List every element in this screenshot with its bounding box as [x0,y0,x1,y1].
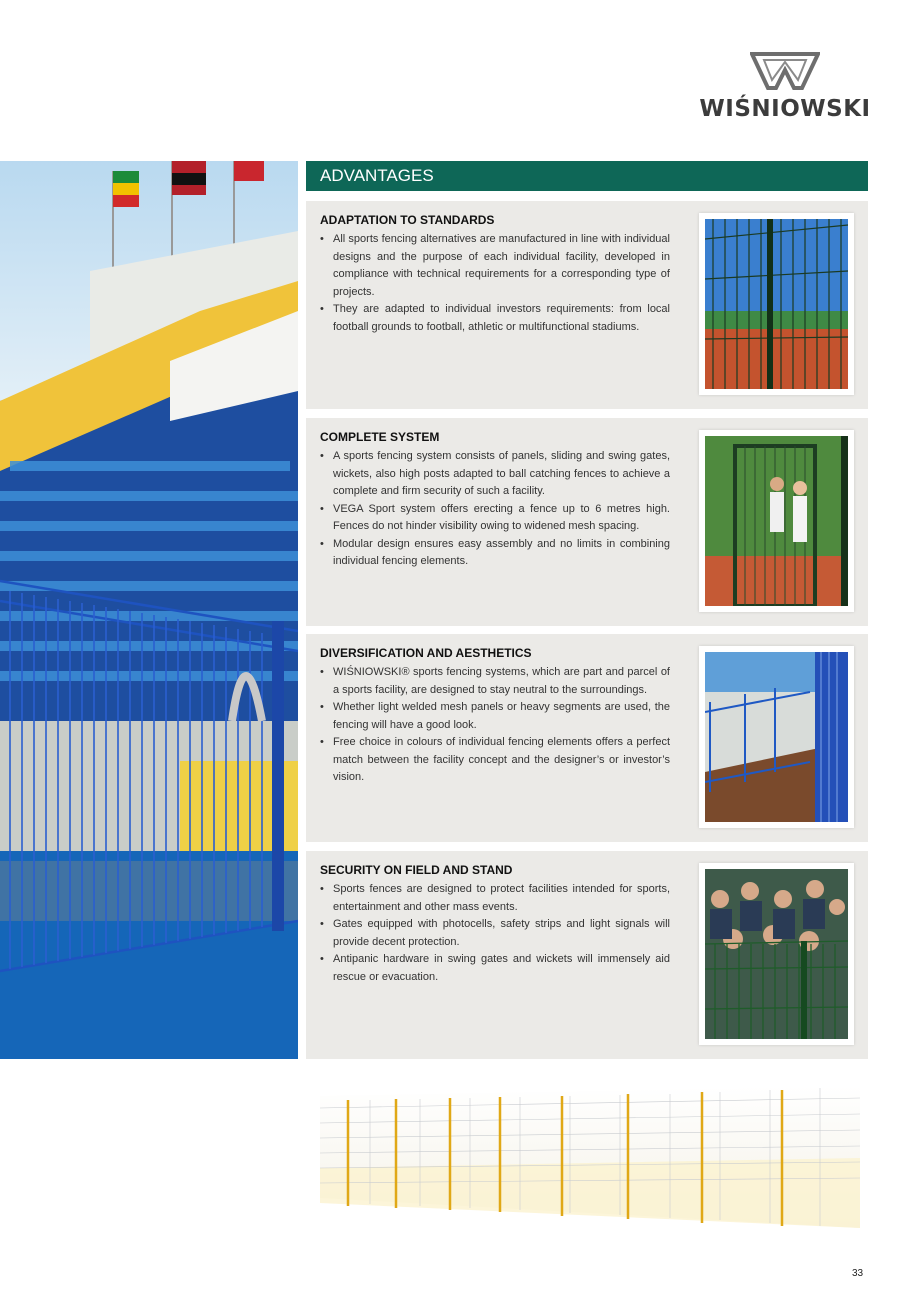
list-item: • Modular design ensures easy assembly and no limits in combining individual fencing elements. [320,536,670,571]
blue-fence-photo [699,646,854,828]
ball-catch-fence-illustration [310,1078,870,1248]
section-security-on-field-and-stand [306,851,868,1059]
crowd-fence-photo [699,863,854,1045]
advantages-header: ADVANTAGES [306,161,868,191]
list-item: • WIŚNIOWSKI® sports fencing systems, which are part and parcel of a sports facility, are designed to stay neutral to the surroundings. [320,664,670,699]
list-item: • They are adapted to individual investors requirements: from local football grounds to football, athletic or multifunctional stadiums. [320,301,670,336]
list-item: • Free choice in colours of individual fencing elements offers a perfect match between the facility concept and the designer’s or investor’s vision. [320,734,670,787]
bullet-list [320,231,670,336]
list-item: • Gates equipped with photocells, safety strips and light signals will provide decent protection. [320,916,670,951]
stadium-hero-image [0,161,298,1059]
section-complete-system [306,418,868,626]
section-adaptation-to-standards [306,201,868,409]
page-number: 33 [852,1268,864,1279]
section-title: DIVERSIFICATION AND AESTHETICS [320,646,532,660]
bullet-list [320,664,670,787]
section-title: ADAPTATION TO STANDARDS [320,213,495,227]
brand-name: WIŚNIOWSKI [699,96,871,122]
list-item: • Sports fences are designed to protect facilities intended for sports, entertainment and other mass events. [320,881,670,916]
section-title: SECURITY ON FIELD AND STAND [320,863,513,877]
list-item: • A sports fencing system consists of panels, sliding and swing gates, wickets, also high posts adapted to ball catching fences to achieve a complete and firm security of such a facility. [320,448,670,501]
list-item: • Antipanic hardware in swing gates and wickets will immensely aid rescue or evacuation. [320,951,670,986]
list-item: • VEGA Sport system offers erecting a fence up to 6 metres high. Fences do not hinder visibility owing to widened mesh spacing. [320,501,670,536]
list-item: • All sports fencing alternatives are manufactured in line with individual designs and the purpose of each individual facility, developed in compliance with technical requirements for a corresponding type of projects. [320,231,670,301]
bullet-list [320,448,670,571]
bullet-list [320,881,670,986]
brand-logo [690,52,880,132]
wisniowski-logo-icon [750,52,820,92]
section-title: COMPLETE SYSTEM [320,430,440,444]
track-fence-photo [699,213,854,395]
section-diversification-and-aesthetics [306,634,868,842]
tennis-gate-photo [699,430,854,612]
list-item: • Whether light welded mesh panels or heavy segments are used, the fencing will have a good look. [320,699,670,734]
